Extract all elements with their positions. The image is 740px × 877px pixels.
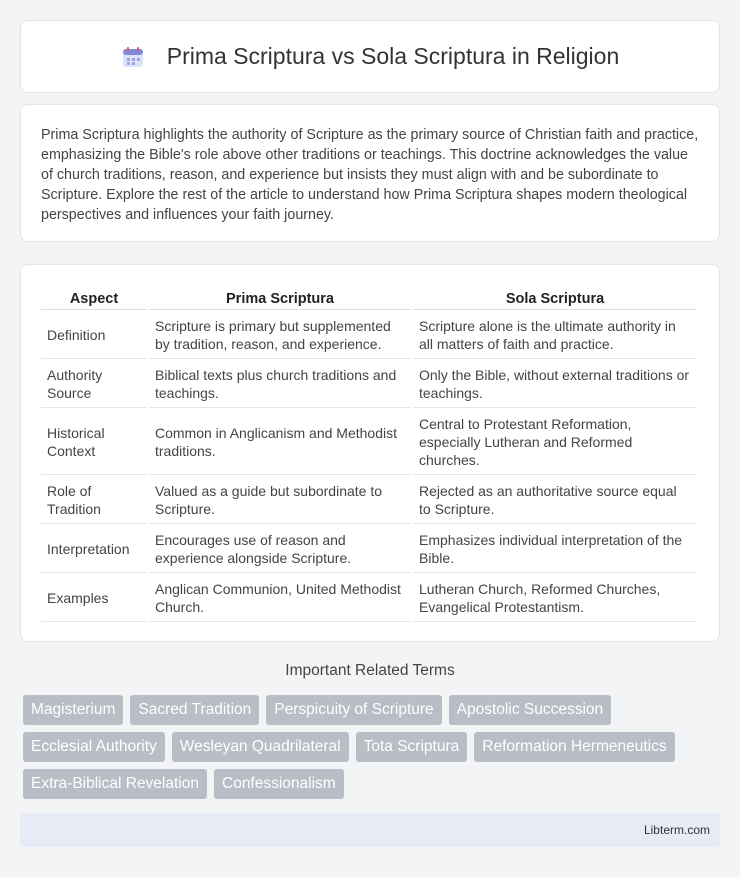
header-aspect: Aspect: [41, 287, 147, 310]
intro-text: Prima Scriptura highlights the authority of Scripture as the primary source of Christian faith and practice, emphasizing the Bible's role above other traditions or teachings. This doctrine acknowledges the value of church traditions, reason, and experience but insists they must align with and be subordinate to Scripture. Explore the rest of the article to understand how Prima Scriptura shapes modern theological perspectives and influences your faith journey.: [41, 127, 699, 223]
related-term-tag[interactable]: Ecclesial Authority: [23, 732, 165, 762]
prima-cell: Encourages use of reason and experience alongside Scripture.: [149, 526, 411, 573]
table-row: [41, 477, 697, 524]
sola-cell: Only the Bible, without external traditions or teachings.: [413, 361, 697, 408]
aspect-cell: Definition: [41, 312, 147, 359]
sola-cell: Emphasizes individual interpretation of the Bible.: [413, 526, 697, 573]
calendar-icon: [121, 45, 145, 69]
table-row: [41, 410, 697, 475]
aspect-cell: Historical Context: [41, 410, 147, 475]
prima-cell: Valued as a guide but subordinate to Scripture.: [149, 477, 411, 524]
related-term-tag[interactable]: Wesleyan Quadrilateral: [172, 732, 349, 762]
sola-cell: Scripture alone is the ultimate authority in all matters of faith and practice.: [413, 312, 697, 359]
table-header-row: [41, 287, 697, 310]
related-term-tag[interactable]: Magisterium: [23, 695, 123, 725]
aspect-cell: Role of Tradition: [41, 477, 147, 524]
sola-cell: Lutheran Church, Reformed Churches, Evangelical Protestantism.: [413, 575, 697, 622]
sola-cell: Rejected as an authoritative source equal to Scripture.: [413, 477, 697, 524]
footer-site-link[interactable]: Libterm.com: [643, 823, 710, 837]
prima-cell: Anglican Communion, United Methodist Church.: [149, 575, 411, 622]
header-prima: Prima Scriptura: [149, 287, 411, 310]
related-term-tag[interactable]: Extra-Biblical Revelation: [23, 769, 207, 799]
page-title: Prima Scriptura vs Sola Scriptura in Religion: [166, 43, 620, 69]
related-term-tag[interactable]: Perspicuity of Scripture: [266, 695, 441, 725]
prima-cell: Biblical texts plus church traditions and teachings.: [149, 361, 411, 408]
prima-cell: Common in Anglicanism and Methodist traditions.: [149, 410, 411, 475]
aspect-cell: Authority Source: [41, 361, 147, 408]
related-term-tag[interactable]: Reformation Hermeneutics: [474, 732, 674, 762]
comparison-table: [39, 285, 699, 624]
related-terms-heading: Important Related Terms: [285, 662, 455, 679]
related-terms-list: [23, 695, 713, 799]
comparison-table-card: [20, 264, 720, 642]
table-row: [41, 361, 697, 408]
table-row: [41, 575, 697, 622]
aspect-cell: Interpretation: [41, 526, 147, 573]
related-term-tag[interactable]: Sacred Tradition: [130, 695, 259, 725]
sola-cell: Central to Protestant Reformation, especially Lutheran and Reformed churches.: [413, 410, 697, 475]
prima-cell: Scripture is primary but supplemented by tradition, reason, and experience.: [149, 312, 411, 359]
aspect-cell: Examples: [41, 575, 147, 622]
related-term-tag[interactable]: Apostolic Succession: [449, 695, 611, 725]
table-row: [41, 526, 697, 573]
table-row: [41, 312, 697, 359]
footer: [20, 813, 720, 847]
related-term-tag[interactable]: Tota Scriptura: [356, 732, 468, 762]
related-term-tag[interactable]: Confessionalism: [214, 769, 344, 799]
header-sola: Sola Scriptura: [413, 287, 697, 310]
title-card: [20, 20, 720, 93]
intro-card: [20, 104, 720, 242]
